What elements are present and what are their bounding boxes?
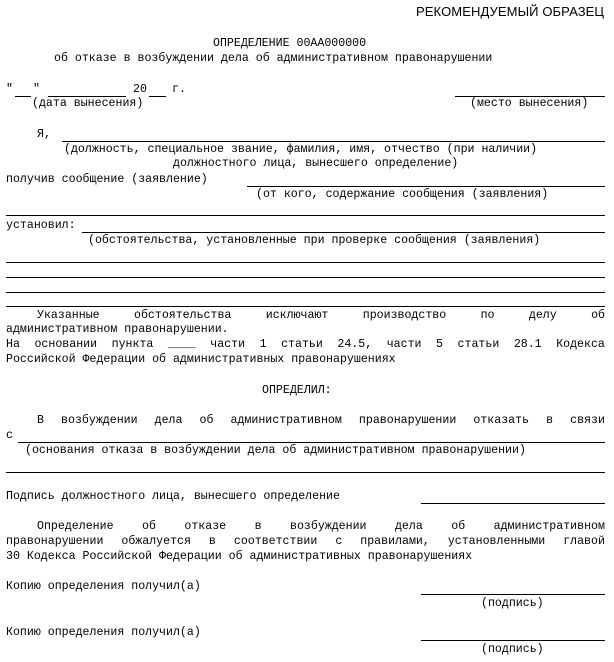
decided-with-prefix: с bbox=[6, 429, 13, 442]
year-suffix: г. bbox=[172, 83, 186, 96]
day-field[interactable] bbox=[15, 96, 31, 97]
official-pronoun: Я, bbox=[37, 128, 51, 141]
copy-label-2: Копию определения получил(а) bbox=[6, 626, 201, 639]
copy-label-1: Копию определения получил(а) bbox=[6, 580, 201, 593]
established-caption: (обстоятельства, установленные при проверке сообщения (заявления) bbox=[88, 234, 541, 247]
appeal-line3: 30 Кодекса Российской Федерации об административных правонарушениях bbox=[6, 550, 473, 563]
date-quote-close: " bbox=[33, 83, 40, 96]
appeal-line1: Определение об отказе в возбуждении дела об административном bbox=[37, 520, 605, 533]
received-field[interactable] bbox=[247, 186, 605, 187]
copy-signature-field-2[interactable] bbox=[421, 640, 605, 641]
copy-signature-caption-1: (подпись) bbox=[481, 597, 544, 610]
official-caption-line2: должностного лица, вынесшего определение) bbox=[173, 157, 459, 170]
copy-signature-field-1[interactable] bbox=[421, 594, 605, 595]
established-field-line2[interactable] bbox=[6, 262, 605, 263]
established-label: установил: bbox=[6, 219, 76, 232]
refusal-reason-field-line2[interactable] bbox=[6, 472, 605, 473]
date-caption: (дата вынесения) bbox=[32, 97, 144, 110]
received-label: получив сообщение (заявление) bbox=[6, 173, 208, 186]
year-prefix: 20 bbox=[133, 83, 147, 96]
official-field[interactable] bbox=[62, 141, 605, 142]
received-field-line2[interactable] bbox=[6, 215, 605, 216]
decided-heading: ОПРЕДЕЛИЛ: bbox=[262, 384, 332, 397]
document-title: ОПРЕДЕЛЕНИЕ 00АА000000 bbox=[213, 37, 367, 50]
body-para2-line2: Российской Федерации об административных правонарушениях bbox=[6, 353, 396, 366]
received-caption: (от кого, содержание сообщения (заявления) bbox=[256, 188, 549, 201]
official-caption-line1: (должность, специальное звание, фамилия, имя, отчество (при наличии) bbox=[64, 143, 538, 156]
sample-label: РЕКОМЕНДУЕМЫЙ ОБРАЗЕЦ bbox=[416, 4, 605, 19]
copy-signature-caption-2: (подпись) bbox=[481, 643, 544, 656]
established-field-line3[interactable] bbox=[6, 277, 605, 278]
signature-field[interactable] bbox=[421, 503, 605, 504]
signature-label: Подпись должностного лица, вынесшего определение bbox=[6, 490, 340, 503]
date-quote-open: " bbox=[6, 83, 13, 96]
established-field-line4[interactable] bbox=[6, 292, 605, 293]
document-subtitle: об отказе в возбуждении дела об административном правонарушении bbox=[54, 52, 493, 65]
established-field-line5[interactable] bbox=[6, 306, 605, 307]
body-para1-line1: Указанные обстоятельства исключают производство по делу об bbox=[37, 309, 605, 322]
appeal-line2: правонарушении обжалуется в соответствии с правилами, установленными главой bbox=[6, 535, 605, 548]
year-field[interactable] bbox=[149, 96, 166, 97]
point-number-field[interactable]: ____ bbox=[167, 338, 196, 351]
refusal-reason-field[interactable] bbox=[18, 442, 605, 443]
place-caption: (место вынесения) bbox=[470, 97, 589, 110]
body-para2-line1: На основании пункта ____ части 1 статьи 24.5, части 5 статьи 28.1 Кодекса bbox=[6, 338, 605, 351]
refusal-reason-caption: (основания отказа в возбуждении дела об административном правонарушении) bbox=[25, 444, 526, 457]
body-para1-line2: административном правонарушении. bbox=[6, 323, 229, 336]
established-field[interactable] bbox=[82, 232, 605, 233]
decided-line1: В возбуждении дела об административном правонарушении отказать в связи bbox=[37, 414, 605, 427]
